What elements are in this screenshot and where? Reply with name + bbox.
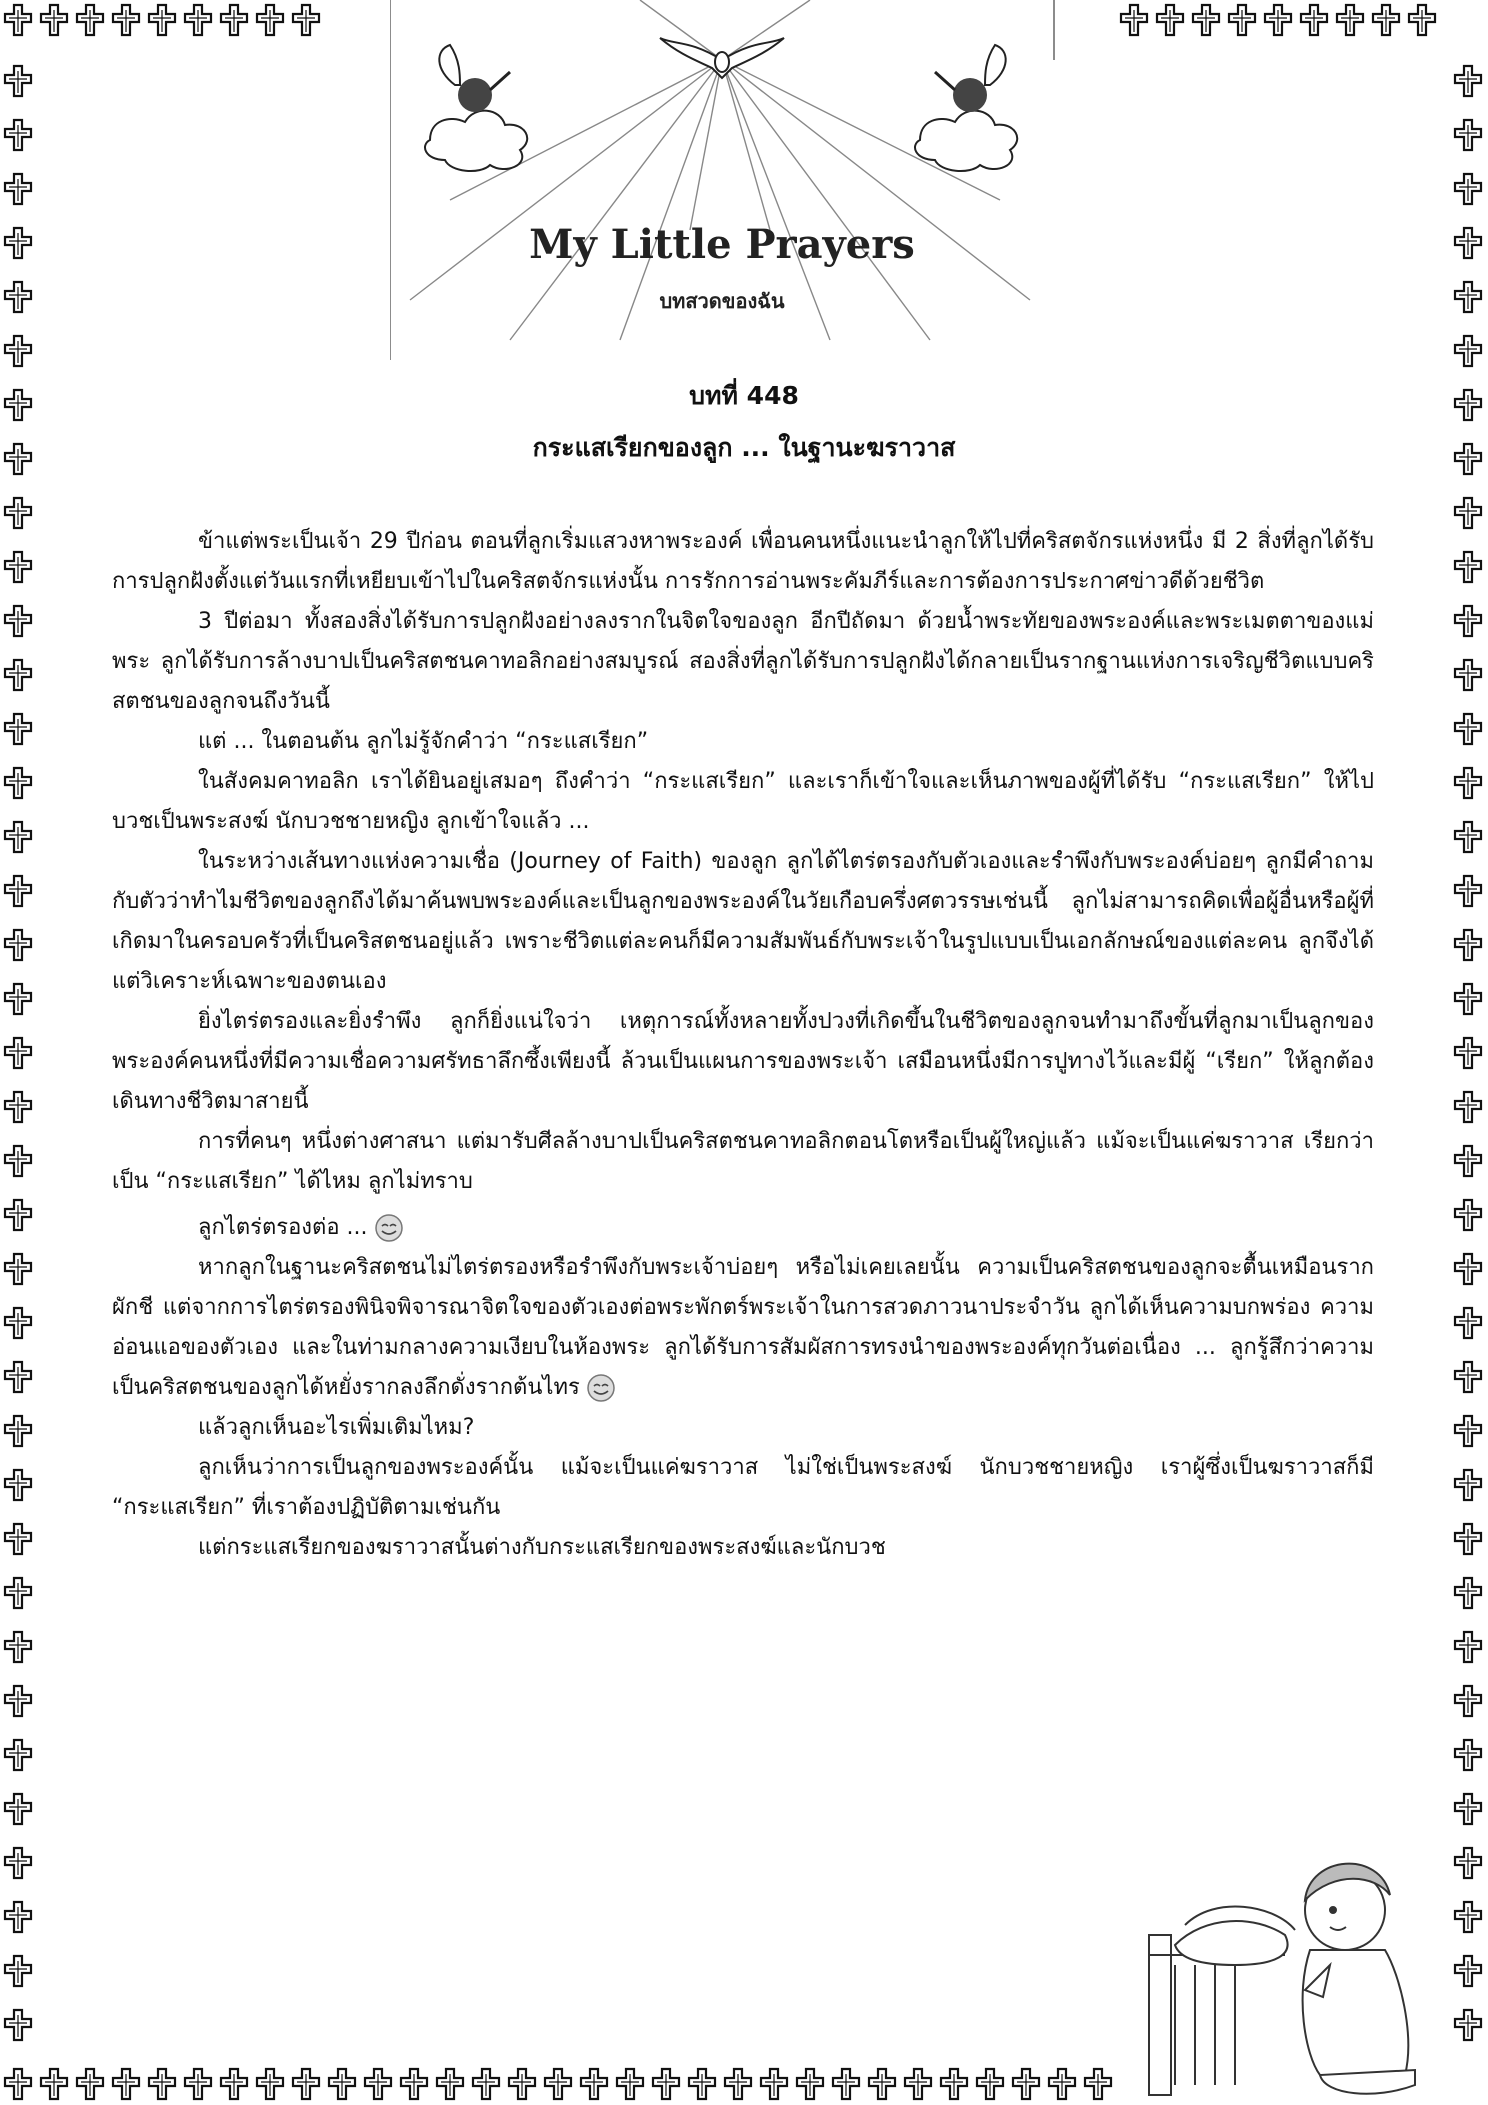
cross-icon [0, 1845, 36, 1881]
cross-icon [1450, 657, 1486, 693]
paragraph: ข้าแต่พระเป็นเจ้า 29 ปีก่อน ตอนที่ลูกเริ่มแสวงหาพระองค์ เพื่อนคนหนึ่งแนะนำลูกให้ไปที่คริสตจักรแห่งหนึ่ง มี 2 สิ่งที่ลูกได้รับการปลูกฝังตั้งแต่วันแรกที่เหยียบเข้าไปในคริสตจักรแห่งนั้น การรักการอ่านพระคัมภีร์และการต้องการประกาศข่าวดีด้วยชีวิต [112, 529, 1374, 594]
cross-icon [0, 171, 36, 207]
cross-icon [1450, 117, 1486, 153]
cross-icon [108, 2066, 144, 2102]
cross-icon [792, 2066, 828, 2102]
border-top-left [0, 2, 324, 38]
paragraph: แล้วลูกเห็นอะไรเพิ่มเติมไหม? [198, 1415, 475, 1440]
cross-icon [0, 1521, 36, 1557]
cross-icon [1450, 1035, 1486, 1071]
cross-icon [0, 1953, 36, 1989]
cross-icon [684, 2066, 720, 2102]
cross-icon [1450, 279, 1486, 315]
cross-icon [1450, 1845, 1486, 1881]
cross-icon [216, 2, 252, 38]
cross-icon [0, 819, 36, 855]
cross-icon [288, 2, 324, 38]
cross-icon [1450, 1791, 1486, 1827]
cross-icon [468, 2066, 504, 2102]
cross-icon [0, 333, 36, 369]
cross-icon [108, 2, 144, 38]
border-right [1450, 54, 1486, 2052]
cross-icon [1450, 873, 1486, 909]
cross-icon [720, 2066, 756, 2102]
cross-icon [1368, 2, 1404, 38]
angel-icon [915, 45, 1017, 171]
child-figure [1303, 1864, 1415, 2094]
cross-icon [144, 2, 180, 38]
chapter-number: บทที่ 448 [689, 381, 799, 410]
cross-icon [1450, 603, 1486, 639]
cross-icon [1450, 225, 1486, 261]
cross-icon [1450, 1575, 1486, 1611]
paragraph: ลูกเห็นว่าการเป็นลูกของพระองค์นั้น แม้จะเป็นแค่ฆราวาส ไม่ใช่เป็นพระสงฆ์ นักบวชชายหญิง เราผู้ซึ่งเป็นฆราวาสก็มี “กระแสเรียก” ที่เราต้องปฏิบัติตามเช่นกัน [112, 1455, 1374, 1520]
paragraph: 3 ปีต่อมา ทั้งสองสิ่งได้รับการปลูกฝังอย่างลงรากในจิตใจของลูก อีกปีถัดมา ด้วยน้ำพระทัยของพระองค์และพระเมตตาของแม่พระ ลูกได้รับการล้างบาปเป็นคริสตชนคาทอลิกอย่างสมบูรณ์ สองสิ่งที่ลูกได้รับการปลูกฝังได้กลายเป็นรากฐานแห่งการเจริญชีวิตแบบคริสตชนของลูกจนถึงวันนี้ [112, 609, 1374, 714]
paragraph: ลูกไตร่ตรองต่อ ... [198, 1215, 368, 1240]
cross-icon [936, 2066, 972, 2102]
cross-icon [0, 2066, 36, 2102]
cross-icon [1450, 1467, 1486, 1503]
cross-icon [0, 1629, 36, 1665]
cross-icon [0, 117, 36, 153]
cross-icon [0, 549, 36, 585]
chapter-subtitle: กระแสเรียกของลูก ... ในฐานะฆราวาส [532, 433, 956, 462]
cross-icon [144, 2066, 180, 2102]
header-banner [390, 0, 1055, 360]
cross-icon [864, 2066, 900, 2102]
cross-icon [1450, 927, 1486, 963]
paragraph: การที่คนๆ หนึ่งต่างศาสนา แต่มารับศีลล้างบาปเป็นคริสตชนคาทอลิกตอนโตหรือเป็นผู้ใหญ่แล้ว แม้จะเป็นแค่ฆราวาส เรียกว่าเป็น “กระแสเรียก” ได้ไหม ลูกไม่ทราบ [112, 1129, 1374, 1194]
cross-icon [756, 2066, 792, 2102]
cross-icon [1080, 2066, 1116, 2102]
paragraph: แต่กระแสเรียกของฆราวาสนั้นต่างกับกระแสเรียกของพระสงฆ์และนักบวช [198, 1535, 886, 1560]
cross-icon [1450, 1899, 1486, 1935]
cross-icon [0, 657, 36, 693]
border-left [0, 54, 36, 2052]
cross-icon [504, 2066, 540, 2102]
cross-icon [0, 1467, 36, 1503]
dove-icon [660, 38, 784, 78]
cross-icon [0, 1251, 36, 1287]
cross-icon [1450, 1953, 1486, 1989]
cross-icon [1260, 2, 1296, 38]
cross-icon [252, 2066, 288, 2102]
cross-icon [648, 2066, 684, 2102]
cross-icon [0, 1035, 36, 1071]
cross-icon [540, 2066, 576, 2102]
cross-icon [612, 2066, 648, 2102]
cross-icon [1332, 2, 1368, 38]
cross-icon [252, 2, 288, 38]
cross-icon [72, 2066, 108, 2102]
cross-icon [1450, 2007, 1486, 2043]
cross-icon [1152, 2, 1188, 38]
cross-icon [900, 2066, 936, 2102]
cross-icon [36, 2, 72, 38]
border-top-right [1116, 2, 1440, 38]
cross-icon [0, 2007, 36, 2043]
cross-icon [1450, 1359, 1486, 1395]
paragraph: หากลูกในฐานะคริสตชนไม่ไตร่ตรองหรือรำพึงกับพระเจ้าบ่อยๆ หรือไม่เคยเลยนั้น ความเป็นคริสตชนของลูกจะตื้นเหมือนรากผักชี แต่จากการไตร่ตรองพินิจพิจารณาจิตใจของตัวเองต่อพระพักตร์พระเจ้าในการสวดภาวนาประจำวัน ลูกได้เห็นความบกพร่อง ความอ่อนแอของตัวเอง และในท่ามกลางความเงียบในห้องพระ ลูกได้รับการสัมผัสการทรงนำของพระองค์ทุกวันต่อเนื่อง ... ลูกรู้สึกว่าความเป็นคริสตชนของลูกได้หยั่งรากลงลึกดั่งรากต้นไทร [112, 1255, 1374, 1400]
cross-icon [180, 2, 216, 38]
cross-icon [1450, 819, 1486, 855]
cross-icon [1404, 2, 1440, 38]
banner-title: My Little Prayers [529, 221, 915, 268]
cross-icon [0, 225, 36, 261]
article-body [112, 522, 1374, 1568]
cross-icon [828, 2066, 864, 2102]
cross-icon [36, 2066, 72, 2102]
cross-icon [1450, 711, 1486, 747]
cross-icon [1450, 1251, 1486, 1287]
cross-icon [1450, 1683, 1486, 1719]
cross-icon [1450, 1737, 1486, 1773]
cross-icon [0, 1143, 36, 1179]
cross-icon [0, 1575, 36, 1611]
cross-icon [1296, 2, 1332, 38]
cross-icon [432, 2066, 468, 2102]
cross-icon [288, 2066, 324, 2102]
cross-icon [216, 2066, 252, 2102]
paragraph-with-emoji [112, 1208, 1374, 1248]
cross-icon [1450, 549, 1486, 585]
cross-icon [1224, 2, 1260, 38]
cross-icon [1450, 765, 1486, 801]
banner-subtitle: บทสวดของฉัน [659, 289, 785, 313]
cross-icon [1188, 2, 1224, 38]
cross-icon [324, 2066, 360, 2102]
cross-icon [0, 1305, 36, 1341]
border-bottom [0, 2066, 1116, 2102]
cross-icon [0, 1197, 36, 1233]
cross-icon [1116, 2, 1152, 38]
cross-icon [1450, 495, 1486, 531]
cross-icon [0, 63, 36, 99]
cross-icon [0, 927, 36, 963]
cross-icon [360, 2066, 396, 2102]
cross-icon [0, 2, 36, 38]
cross-icon [1450, 1197, 1486, 1233]
cross-icon [0, 1899, 36, 1935]
cross-icon [180, 2066, 216, 2102]
cross-icon [1450, 1521, 1486, 1557]
cross-icon [1450, 1629, 1486, 1665]
cross-icon [576, 2066, 612, 2102]
cross-icon [1044, 2066, 1080, 2102]
paragraph: แต่ ... ในตอนต้น ลูกไม่รู้จักคำว่า “กระแสเรียก” [198, 729, 649, 754]
cross-icon [0, 1089, 36, 1125]
angel-icon [425, 45, 527, 171]
cross-icon [1450, 1143, 1486, 1179]
paragraph: ยิ่งไตร่ตรองและยิ่งรำพึง ลูกก็ยิ่งแน่ใจว่า เหตุการณ์ทั้งหลายทั้งปวงที่เกิดขึ้นในชีวิตของลูกจนทำมาถึงขั้นที่ลูกมาเป็นลูกของพระองค์คนหนึ่งที่มีความเชื่อความศรัทธาลึกซึ้งเพียงนี้ ล้วนเป็นแผนการของพระเจ้า เสมือนหนึ่งมีการปูทางไว้และมีผู้ “เรียก” ให้ลูกต้องเดินทางชีวิตมาสายนี้ [112, 1009, 1374, 1114]
cross-icon [0, 873, 36, 909]
cross-icon [1450, 1413, 1486, 1449]
smiley-icon [374, 1213, 404, 1243]
paragraph-with-emoji [112, 1248, 1374, 1408]
cross-icon [0, 1737, 36, 1773]
chapter-title [0, 378, 1488, 466]
smiley-icon [586, 1373, 616, 1403]
praying-child-icon [1145, 1815, 1445, 2105]
cross-icon [0, 603, 36, 639]
cross-icon [1450, 1089, 1486, 1125]
cross-icon [0, 1683, 36, 1719]
cross-icon [0, 1359, 36, 1395]
cross-icon [0, 711, 36, 747]
cross-icon [1450, 333, 1486, 369]
paragraph: ในสังคมคาทอลิก เราได้ยินอยู่เสมอๆ ถึงคำว่า “กระแสเรียก” และเราก็เข้าใจและเห็นภาพของผู้ที่ได้รับ “กระแสเรียก” ให้ไปบวชเป็นพระสงฆ์ นักบวชชายหญิง ลูกเข้าใจแล้ว ... [112, 769, 1374, 834]
cross-icon [0, 495, 36, 531]
cross-icon [0, 981, 36, 1017]
cross-icon [1450, 63, 1486, 99]
cross-icon [972, 2066, 1008, 2102]
cross-icon [0, 279, 36, 315]
cross-icon [72, 2, 108, 38]
paragraph: ในระหว่างเส้นทางแห่งความเชื่อ (Journey of Faith) ของลูก ลูกได้ไตร่ตรองกับตัวเองและรำพึงกับพระองค์บ่อยๆ ลูกมีคำถามกับตัวว่าทำไมชีวิตของลูกถึงได้มาค้นพบพระองค์และเป็นลูกของพระองค์ในวัยเกือบครึ่งศตวรรษเช่นนี้ ลูกไม่สามารถคิดเพื่อผู้อื่นหรือผู้ที่เกิดมาในครอบครัวที่เป็นคริสตชนอยู่แล้ว เพราะชีวิตแต่ละคนก็มีความสัมพันธ์กับพระเจ้าในรูปแบบเป็นเอกลักษณ์ของแต่ละคน ลูกจึงได้แต่วิเคราะห์เฉพาะของตนเอง [112, 849, 1374, 994]
cross-icon [0, 1413, 36, 1449]
cross-icon [1008, 2066, 1044, 2102]
cross-icon [1450, 981, 1486, 1017]
cross-icon [0, 765, 36, 801]
cross-icon [1450, 1305, 1486, 1341]
cross-icon [0, 1791, 36, 1827]
cross-icon [396, 2066, 432, 2102]
cross-icon [1450, 171, 1486, 207]
